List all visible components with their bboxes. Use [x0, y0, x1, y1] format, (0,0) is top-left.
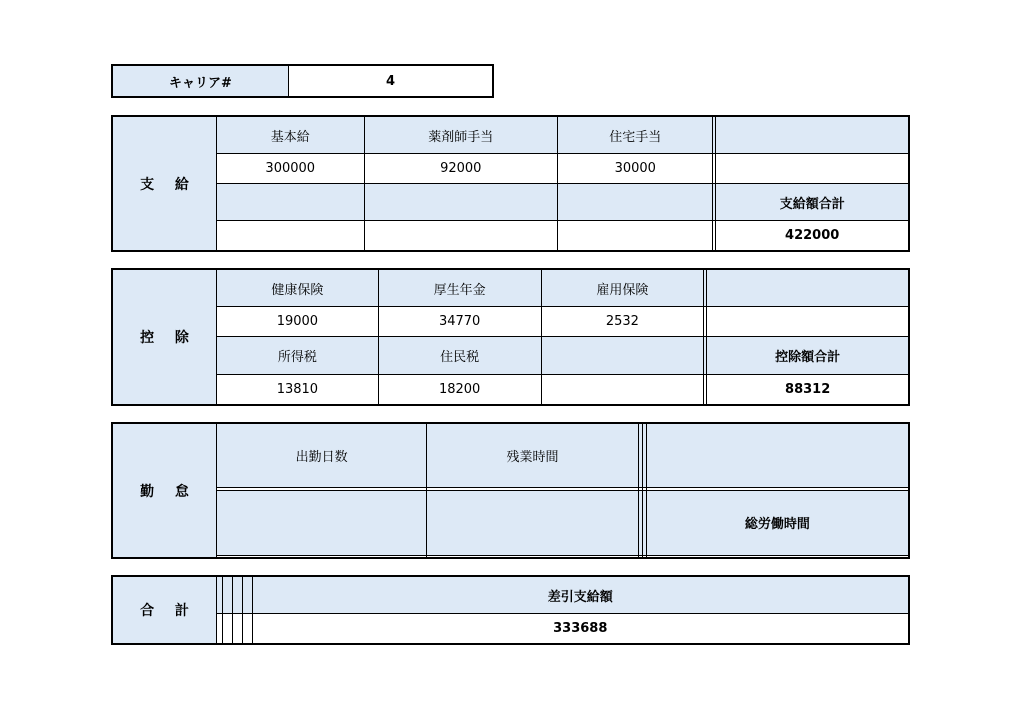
- table-cell: 雇用保険: [541, 270, 704, 307]
- table-cell: [232, 614, 242, 643]
- table-cell: [558, 183, 713, 220]
- net-pay-label: 差引支給額: [252, 577, 908, 614]
- career-label: キャリア#: [113, 66, 289, 96]
- table-cell: [716, 117, 908, 154]
- table-cell: 18200: [378, 375, 541, 404]
- table-cell: [427, 555, 639, 557]
- pay-total-value: 422000: [716, 221, 908, 250]
- table-cell: 34770: [378, 307, 541, 337]
- table-cell: 30000: [558, 154, 713, 184]
- total-section: [111, 575, 910, 645]
- table-cell: [217, 221, 364, 250]
- net-pay-value: 333688: [252, 614, 908, 643]
- table-cell: [217, 183, 364, 220]
- table-cell: [707, 307, 908, 337]
- attendance-table: [217, 424, 908, 557]
- table-row: [217, 375, 908, 404]
- career-box: [111, 64, 494, 98]
- pay-heading: 支 給: [113, 117, 217, 250]
- pay-total-label: 支給額合計: [716, 183, 908, 220]
- table-row: [217, 614, 908, 643]
- table-cell: [716, 154, 908, 184]
- table-cell: [232, 577, 242, 614]
- table-row: [217, 183, 908, 220]
- career-value: 4: [385, 73, 396, 89]
- attendance-total-label: 総労働時間: [646, 490, 908, 555]
- deduction-table: [217, 270, 908, 404]
- table-cell: 19000: [217, 307, 378, 337]
- table-cell: [217, 490, 427, 555]
- attendance-heading: 勤 怠: [113, 424, 217, 557]
- table-row: [217, 221, 908, 250]
- attendance-section: [111, 422, 910, 559]
- table-cell: 2532: [541, 307, 704, 337]
- table-cell: 健康保険: [217, 270, 378, 307]
- table-cell: [222, 614, 232, 643]
- table-cell: [242, 614, 252, 643]
- table-cell: 基本給: [217, 117, 364, 154]
- table-row: [217, 270, 908, 307]
- table-cell: [541, 337, 704, 375]
- table-cell: 300000: [217, 154, 364, 184]
- table-row: [217, 117, 908, 154]
- table-cell: [541, 375, 704, 404]
- table-cell: [217, 555, 427, 557]
- table-cell: [707, 270, 908, 307]
- table-cell: [558, 221, 713, 250]
- table-row: [217, 577, 908, 614]
- deduction-total-label: 控除額合計: [707, 337, 908, 375]
- table-cell: [222, 577, 232, 614]
- table-row: [217, 555, 908, 557]
- table-row: [217, 307, 908, 337]
- deduction-section: [111, 268, 910, 406]
- table-cell: 13810: [217, 375, 378, 404]
- deduction-total-value: 88312: [707, 375, 908, 404]
- table-row: [217, 337, 908, 375]
- total-heading: 合 計: [113, 577, 217, 643]
- table-cell: 92000: [364, 154, 558, 184]
- table-cell: 残業時間: [427, 424, 639, 487]
- table-row: [217, 424, 908, 487]
- table-row: [217, 154, 908, 184]
- attendance-total-value: [646, 555, 908, 557]
- table-cell: 薬剤師手当: [364, 117, 558, 154]
- table-cell: [646, 424, 908, 487]
- table-cell: 住民税: [378, 337, 541, 375]
- table-cell: 厚生年金: [378, 270, 541, 307]
- table-cell: 住宅手当: [558, 117, 713, 154]
- table-cell: 所得税: [217, 337, 378, 375]
- table-cell: [364, 221, 558, 250]
- pay-section: [111, 115, 910, 252]
- pay-table: [217, 117, 908, 250]
- total-table: [217, 577, 908, 643]
- table-cell: [242, 577, 252, 614]
- table-cell: [364, 183, 558, 220]
- table-cell: [427, 490, 639, 555]
- table-row: [217, 490, 908, 555]
- deduction-heading: 控 除: [113, 270, 217, 404]
- table-cell: 出勤日数: [217, 424, 427, 487]
